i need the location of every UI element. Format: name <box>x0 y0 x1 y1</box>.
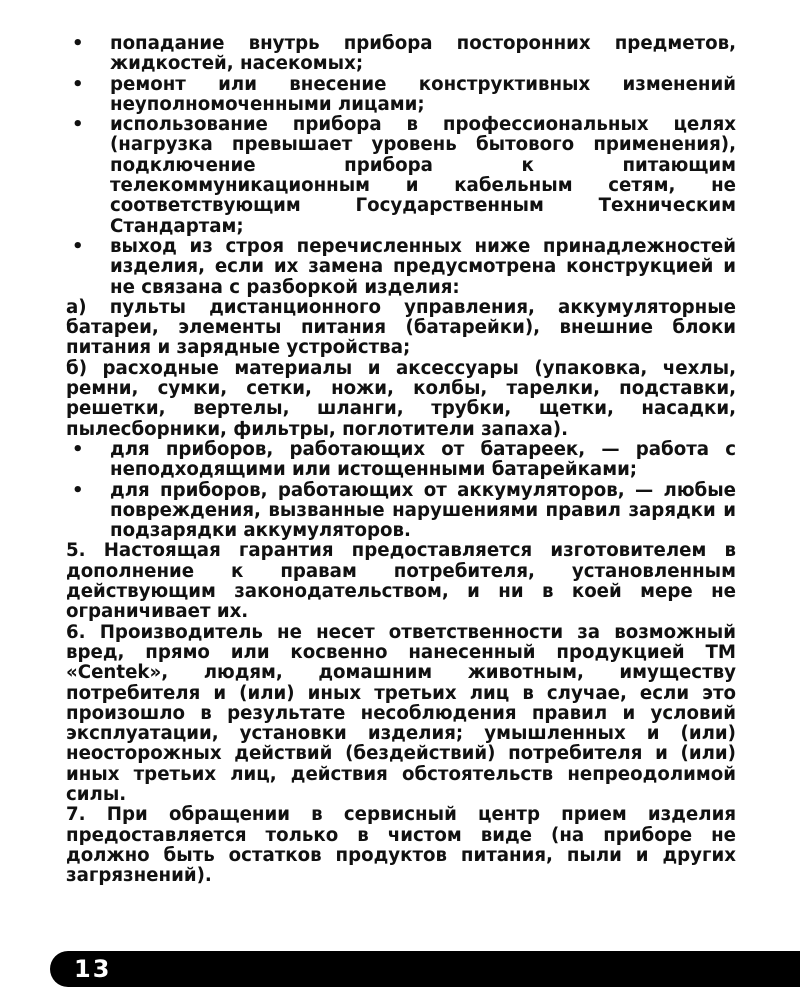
list-item: • выход из строя перечисленных ниже принадлежностей изделия, если их замена предусмотрена конструкцией и не связана с разборкой изделия: <box>72 235 736 298</box>
list-item: • попадание внутрь прибора посторонних предметов, жидкостей, насекомых; <box>72 33 736 75</box>
bullet-icon: • <box>72 235 84 257</box>
list-item: • использование прибора в профессиональных целях (нагрузка превышает уровень бытового применения), подключение прибора к питающим телекоммуникационным и кабельным сетям, не соответствующим Государственным Техническим Стандартам; <box>72 114 736 237</box>
list-item: • для приборов, работающих от аккумуляторов, — любые повреждения, вызванные нарушениями правил зарядки и подзарядки аккумуляторов. <box>72 479 736 542</box>
item-a: а) пульты дистанционного управления, аккумуляторные батареи, элементы питания (батарейки), внешние блоки питания и зарядные устройства; <box>66 296 736 359</box>
exclusions-list-top <box>66 34 736 298</box>
list-item: • ремонт или внесение конструктивных изменений неуполномоченными лицами; <box>72 73 736 115</box>
footer-bar <box>50 951 800 987</box>
item-b: б) расходные материалы и аксессуары (упаковка, чехлы, ремни, сумки, сетки, ножи, колбы, тарелки, подставки, решетки, вертелы, шланги, трубки, щетки, насадки, пылесборники, фильтры, поглотители запаха). <box>66 357 736 440</box>
bullet-icon: • <box>72 438 84 460</box>
warranty-text <box>66 34 736 886</box>
bullet-icon: • <box>72 479 84 501</box>
page-number: 13 <box>74 955 112 983</box>
bullet-icon: • <box>72 33 84 54</box>
exclusions-list-bottom <box>66 440 736 541</box>
paragraph-5: 5. Настоящая гарантия предоставляется изготовителем в дополнение к правам потребителя, установленным действующим законодательством, и ни в коей мере не ограничивает их. <box>66 540 736 623</box>
bullet-icon: • <box>72 114 84 136</box>
paragraph-6: 6. Производитель не несет ответственности за возможный вред, прямо или косвенно нанесенный продукцией ТМ «Centek», людям, домашним животным, имуществу потребителя и (или) иных третьих лиц в случае, если это произошло в результате несоблюдения правил и условий эксплуатации, установки изделия; умышленных и (или) неосторожных действий (бездействий) потребителя и (или) иных третьих лиц, действия обстоятельств непреодолимой силы. <box>66 621 736 805</box>
list-item: • для приборов, работающих от батареек, — работа с неподходящими или истощенными батарейками; <box>72 438 736 481</box>
paragraph-7: 7. При обращении в сервисный центр прием изделия предоставляется только в чистом виде (на приборе не должно быть остатков продуктов питания, пыли и других загрязнений). <box>66 804 736 887</box>
bullet-icon: • <box>72 73 84 95</box>
